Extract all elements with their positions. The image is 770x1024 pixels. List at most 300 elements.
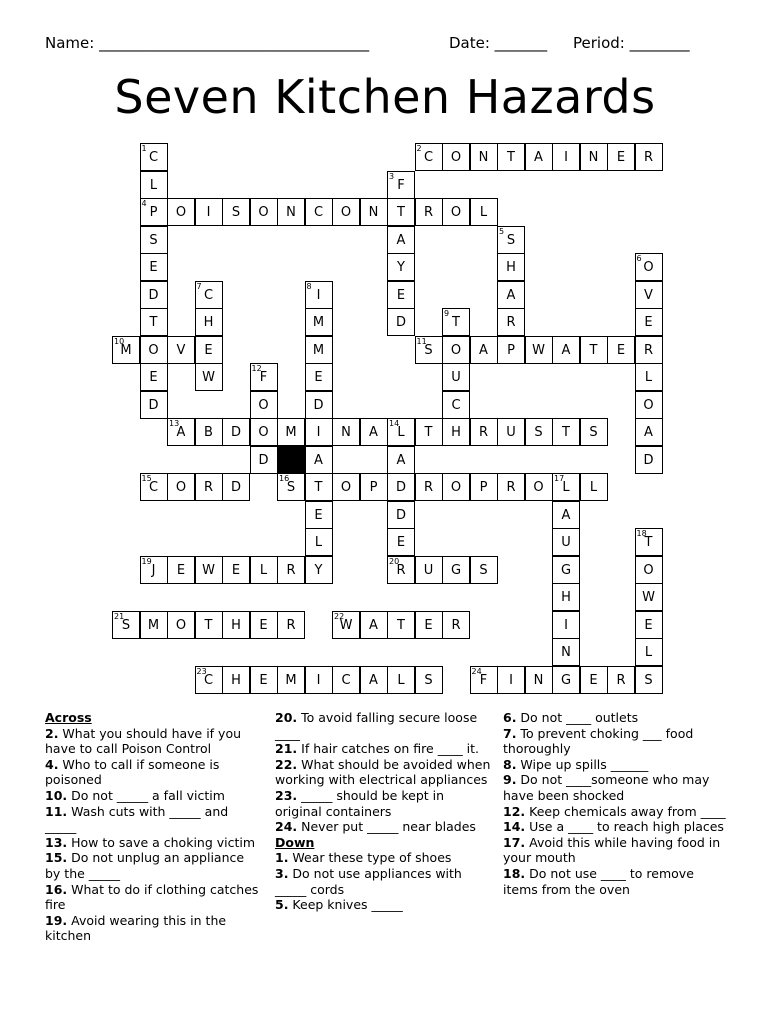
- crossword-cell[interactable]: [497, 253, 525, 281]
- crossword-cell[interactable]: [497, 336, 525, 364]
- crossword-cell[interactable]: [360, 198, 388, 226]
- clue-item: [45, 757, 263, 788]
- crossword-cell[interactable]: [222, 611, 250, 639]
- crossword-cell[interactable]: [360, 418, 388, 446]
- crossword-cell[interactable]: [305, 308, 333, 336]
- crossword-cell[interactable]: [415, 336, 443, 364]
- cell-letter: T: [589, 342, 598, 358]
- cell-letter: O: [450, 150, 462, 165]
- cell-letter: T: [149, 315, 158, 330]
- cell-letter: D: [395, 480, 406, 495]
- cell-letter: R: [616, 672, 626, 688]
- crossword-cell[interactable]: [415, 611, 443, 639]
- cell-letter: W: [202, 562, 215, 578]
- crossword-cell[interactable]: [195, 198, 223, 226]
- cell-letter: E: [204, 342, 213, 358]
- crossword-cell[interactable]: [277, 418, 305, 446]
- clue-number: 2: [416, 144, 422, 153]
- crossword-cell[interactable]: [250, 391, 278, 419]
- crossword-cell[interactable]: [195, 611, 223, 639]
- cell-letter: D: [395, 315, 406, 330]
- cell-letter: C: [313, 205, 324, 220]
- crossword-cell[interactable]: [387, 226, 415, 254]
- crossword-cell[interactable]: [442, 473, 470, 501]
- crossword-cell[interactable]: [277, 666, 305, 694]
- crossword-cell[interactable]: [222, 198, 250, 226]
- cell-letter: S: [589, 425, 598, 440]
- crossword-cell[interactable]: [387, 198, 415, 226]
- crossword-cell[interactable]: [387, 556, 415, 584]
- crossword-cell[interactable]: [250, 666, 278, 694]
- cell-letter: G: [560, 562, 572, 578]
- crossword-cell[interactable]: [635, 528, 663, 556]
- cell-letter: M: [312, 315, 325, 330]
- crossword-cell[interactable]: [497, 143, 525, 171]
- cell-letter: E: [424, 617, 433, 633]
- crossword-cell[interactable]: [635, 281, 663, 309]
- clue-number: 7.: [503, 725, 517, 741]
- cell-letter: P: [507, 342, 515, 358]
- crossword-cell[interactable]: [305, 391, 333, 419]
- crossword-cell[interactable]: [140, 198, 168, 226]
- cell-letter: O: [643, 562, 654, 578]
- cell-letter: R: [286, 617, 296, 633]
- clue-text: Wear these type of shoes: [288, 850, 452, 866]
- crossword-cell[interactable]: [580, 143, 608, 171]
- cell-letter: T: [204, 617, 213, 633]
- crossword-cell[interactable]: [635, 363, 663, 391]
- cell-letter: D: [258, 452, 269, 468]
- cell-letter: M: [120, 342, 132, 358]
- crossword-cell[interactable]: [305, 501, 333, 529]
- clue-number: 8.: [503, 756, 517, 772]
- clue-text: Wash cuts with _____ and _____: [45, 803, 229, 835]
- crossword-cell[interactable]: [442, 391, 470, 419]
- cell-letter: U: [506, 425, 516, 440]
- crossword-cell[interactable]: [470, 473, 498, 501]
- cell-letter: E: [616, 150, 626, 165]
- cell-letter: E: [644, 617, 653, 633]
- crossword-cell[interactable]: [635, 253, 663, 281]
- cell-letter: R: [203, 480, 214, 495]
- crossword-cell[interactable]: [195, 308, 223, 336]
- cell-letter: O: [450, 205, 462, 220]
- cell-letter: O: [643, 260, 654, 275]
- crossword-cell[interactable]: [195, 336, 223, 364]
- crossword-cell[interactable]: [470, 198, 498, 226]
- clue-number: 19: [141, 556, 152, 566]
- crossword-cell[interactable]: [305, 198, 333, 226]
- crossword-cell[interactable]: [167, 611, 195, 639]
- crossword-cell[interactable]: [140, 226, 168, 254]
- cell-letter: C: [341, 672, 351, 688]
- crossword-cell[interactable]: [332, 418, 360, 446]
- cell-letter: H: [231, 672, 241, 688]
- crossword-cell[interactable]: [140, 253, 168, 281]
- crossword-cell[interactable]: [497, 226, 525, 254]
- crossword-cell[interactable]: [470, 556, 498, 584]
- clue-item: [503, 710, 728, 726]
- clue-number: 10: [114, 336, 125, 346]
- crossword-cell[interactable]: [250, 446, 278, 474]
- cell-letter: S: [534, 425, 543, 440]
- cell-letter: L: [397, 672, 405, 688]
- crossword-cell[interactable]: [415, 473, 443, 501]
- clue-number: 15: [141, 474, 152, 483]
- crossword-cell[interactable]: [305, 528, 333, 556]
- crossword-cell[interactable]: [635, 611, 663, 639]
- cell-letter: S: [506, 232, 516, 248]
- crossword-cell[interactable]: [305, 418, 333, 446]
- crossword-cell[interactable]: [635, 583, 663, 611]
- clue-number: 9: [444, 309, 450, 318]
- clue-item: [503, 866, 728, 897]
- clue-text: Avoid wearing this in the kitchen: [45, 912, 227, 944]
- crossword-cell[interactable]: [635, 391, 663, 419]
- crossword-cell[interactable]: [250, 556, 278, 584]
- cell-letter: L: [562, 480, 570, 495]
- cell-letter: C: [148, 480, 159, 495]
- crossword-cell[interactable]: [222, 666, 250, 694]
- cell-letter: N: [533, 672, 544, 688]
- crossword-cell[interactable]: [552, 336, 580, 364]
- cell-letter: D: [148, 397, 159, 413]
- crossword-cell[interactable]: [635, 308, 663, 336]
- crossword-cell[interactable]: [167, 336, 195, 364]
- crossword-cell[interactable]: [140, 363, 168, 391]
- crossword-cell[interactable]: [442, 556, 470, 584]
- cell-letter: N: [368, 205, 379, 220]
- crossword-cell[interactable]: [140, 473, 168, 501]
- crossword-cell[interactable]: [167, 556, 195, 584]
- crossword-cell[interactable]: [470, 143, 498, 171]
- clue-number: 6.: [503, 710, 517, 725]
- cell-letter: D: [230, 425, 241, 440]
- cell-letter: R: [643, 342, 654, 358]
- date-field-label[interactable]: Date: _______: [449, 34, 548, 52]
- clue-text: Do not use ____ to remove items from the oven: [503, 865, 694, 897]
- crossword-cell[interactable]: [387, 281, 415, 309]
- crossword-cell[interactable]: [525, 418, 553, 446]
- cell-letter: R: [451, 617, 461, 633]
- cell-letter: T: [644, 535, 653, 550]
- cell-letter: O: [340, 205, 352, 220]
- clue-item: [45, 804, 263, 835]
- crossword-cell[interactable]: [305, 666, 333, 694]
- cell-letter: A: [534, 150, 543, 165]
- crossword-cell[interactable]: [167, 198, 195, 226]
- cell-letter: S: [286, 480, 296, 495]
- crossword-cell[interactable]: [552, 611, 580, 639]
- crossword-cell[interactable]: [195, 556, 223, 584]
- crossword-cell[interactable]: [552, 473, 580, 501]
- crossword-cell[interactable]: [387, 501, 415, 529]
- clue-text: Who to call if someone is poisoned: [45, 756, 220, 788]
- cell-letter: R: [506, 315, 516, 330]
- cell-letter: I: [316, 425, 321, 440]
- cell-letter: Y: [397, 260, 405, 275]
- crossword-cell[interactable]: [140, 611, 168, 639]
- crossword-cell[interactable]: [167, 473, 195, 501]
- cell-letter: E: [259, 672, 268, 688]
- clue-text: What to do if clothing catches fire: [45, 881, 259, 913]
- crossword-cell[interactable]: [552, 418, 580, 446]
- cell-letter: I: [509, 672, 513, 688]
- cell-letter: B: [204, 425, 213, 440]
- across-clue-list: [45, 726, 263, 944]
- cell-letter: E: [314, 370, 323, 385]
- crossword-cell[interactable]: [387, 473, 415, 501]
- crossword-cell[interactable]: [497, 308, 525, 336]
- crossword-cell[interactable]: [552, 666, 580, 694]
- cell-letter: S: [121, 617, 131, 633]
- crossword-cell[interactable]: [332, 473, 360, 501]
- clue-text: _____ should be kept in original containers: [275, 787, 445, 819]
- clue-item: [45, 882, 263, 913]
- cell-letter: L: [479, 205, 488, 220]
- crossword-cell[interactable]: [552, 583, 580, 611]
- cell-letter: N: [341, 425, 351, 440]
- crossword-cell[interactable]: [470, 336, 498, 364]
- crossword-cell[interactable]: [442, 418, 470, 446]
- clue-item: [275, 866, 491, 897]
- cell-letter: T: [424, 425, 433, 440]
- crossword-cell[interactable]: [442, 308, 470, 336]
- crossword-cell[interactable]: [332, 611, 360, 639]
- clue-number: 18.: [503, 865, 526, 881]
- clue-item: [503, 819, 728, 835]
- crossword-cell[interactable]: [442, 611, 470, 639]
- crossword-cell[interactable]: [387, 418, 415, 446]
- crossword-cell[interactable]: [415, 556, 443, 584]
- crossword-cell[interactable]: [442, 363, 470, 391]
- clue-number: 1: [141, 144, 147, 153]
- crossword-cell[interactable]: [525, 143, 553, 171]
- clue-item: [275, 741, 491, 757]
- crossword-cell[interactable]: [277, 556, 305, 584]
- crossword-cell[interactable]: [140, 391, 168, 419]
- clue-text: Do not ____ outlets: [516, 710, 639, 725]
- crossword-cell[interactable]: [195, 418, 223, 446]
- crossword-cell[interactable]: [635, 336, 663, 364]
- cell-letter: I: [316, 287, 321, 303]
- cell-letter: I: [564, 617, 568, 633]
- clue-column-2: [275, 710, 491, 913]
- cell-letter: W: [202, 370, 215, 385]
- clue-item: [275, 757, 491, 788]
- crossword-cell[interactable]: [607, 336, 635, 364]
- crossword-cell[interactable]: [195, 363, 223, 391]
- cell-letter: E: [149, 260, 158, 275]
- cell-letter: C: [203, 287, 214, 303]
- crossword-cell[interactable]: [552, 556, 580, 584]
- crossword-cell[interactable]: [140, 143, 168, 171]
- clue-item: [503, 757, 728, 773]
- crossword-cell[interactable]: [277, 611, 305, 639]
- crossword-cell[interactable]: [552, 143, 580, 171]
- cell-letter: A: [561, 507, 571, 523]
- crossword-cell[interactable]: [552, 528, 580, 556]
- crossword-cell[interactable]: [497, 473, 525, 501]
- crossword-cell[interactable]: [387, 171, 415, 199]
- clue-text: Wipe up spills ______: [516, 756, 649, 772]
- crossword-cell[interactable]: [415, 143, 443, 171]
- crossword-cell[interactable]: [497, 281, 525, 309]
- crossword-cell[interactable]: [277, 198, 305, 226]
- crossword-cell[interactable]: [305, 473, 333, 501]
- clue-number: 19.: [45, 912, 68, 928]
- cell-letter: D: [643, 452, 654, 468]
- clue-text: What you should have if you have to call Poison Control: [45, 725, 242, 757]
- cell-letter: A: [314, 452, 323, 468]
- crossword-cell[interactable]: [140, 171, 168, 199]
- crossword-cell[interactable]: [387, 253, 415, 281]
- crossword-cell[interactable]: [635, 143, 663, 171]
- crossword-cell[interactable]: [525, 666, 553, 694]
- clue-number: 5.: [275, 897, 289, 913]
- crossword-cell[interactable]: [332, 198, 360, 226]
- cell-letter: S: [644, 672, 653, 688]
- clue-text: To prevent choking ___ food thoroughly: [503, 725, 694, 757]
- cell-letter: N: [561, 645, 571, 660]
- crossword-cell[interactable]: [580, 336, 608, 364]
- cell-letter: M: [147, 617, 160, 633]
- clue-number: 16: [279, 474, 290, 483]
- crossword-cell[interactable]: [222, 473, 250, 501]
- crossword-cell[interactable]: [277, 473, 305, 501]
- crossword-cell[interactable]: [167, 418, 195, 446]
- cell-letter: M: [312, 342, 325, 358]
- clue-number: 15.: [45, 850, 68, 866]
- cell-letter: C: [148, 150, 159, 165]
- cell-letter: O: [643, 397, 654, 413]
- crossword-cell[interactable]: [222, 556, 250, 584]
- crossword-cell[interactable]: [195, 666, 223, 694]
- crossword-cell[interactable]: [140, 556, 168, 584]
- crossword-cell[interactable]: [552, 501, 580, 529]
- crossword-cell[interactable]: [112, 336, 140, 364]
- cell-letter: O: [450, 480, 462, 495]
- crossword-cell[interactable]: [305, 556, 333, 584]
- cell-letter: L: [397, 425, 405, 440]
- crossword-cell[interactable]: [387, 308, 415, 336]
- clue-text: Do not _____ a fall victim: [67, 787, 225, 803]
- crossword-cell[interactable]: [250, 198, 278, 226]
- crossword-cell[interactable]: [305, 363, 333, 391]
- crossword-cell[interactable]: [387, 611, 415, 639]
- crossword-cell[interactable]: [442, 336, 470, 364]
- crossword-cell[interactable]: [607, 666, 635, 694]
- crossword-cell[interactable]: [305, 281, 333, 309]
- crossword-cell[interactable]: [552, 638, 580, 666]
- crossword-cell[interactable]: [470, 666, 498, 694]
- crossword-cell[interactable]: [470, 418, 498, 446]
- crossword-cell[interactable]: [305, 336, 333, 364]
- cell-letter: D: [313, 397, 324, 413]
- cell-letter: O: [148, 342, 159, 358]
- crossword-cell[interactable]: [360, 473, 388, 501]
- crossword-cell[interactable]: [442, 198, 470, 226]
- cell-letter: S: [424, 672, 433, 688]
- crossword-cell[interactable]: [195, 281, 223, 309]
- crossword-cell[interactable]: [360, 666, 388, 694]
- period-field-label[interactable]: Period: ________: [573, 34, 690, 52]
- crossword-cell[interactable]: [387, 528, 415, 556]
- clue-column-1: [45, 710, 263, 944]
- crossword-cell[interactable]: [250, 363, 278, 391]
- crossword-cell[interactable]: [140, 336, 168, 364]
- clue-text: Do not unplug an appliance by the _____: [45, 850, 245, 881]
- crossword-cell[interactable]: [387, 666, 415, 694]
- cell-letter: E: [231, 562, 241, 578]
- crossword-cell[interactable]: [525, 336, 553, 364]
- cell-letter: V: [176, 342, 186, 358]
- crossword-cell[interactable]: [250, 611, 278, 639]
- crossword-cell[interactable]: [360, 611, 388, 639]
- name-field-label[interactable]: Name: ____________________________________: [45, 34, 370, 52]
- cell-letter: T: [562, 425, 570, 440]
- clue-number: 11: [416, 336, 427, 346]
- crossword-cell[interactable]: [635, 638, 663, 666]
- crossword-cell[interactable]: [140, 281, 168, 309]
- crossword-cell[interactable]: [442, 143, 470, 171]
- cell-letter: F: [397, 177, 405, 193]
- cell-letter: A: [369, 425, 378, 440]
- crossword-cell[interactable]: [580, 418, 608, 446]
- clue-item: [45, 913, 263, 944]
- crossword-cell[interactable]: [140, 308, 168, 336]
- crossword-cell[interactable]: [580, 473, 608, 501]
- cell-letter: E: [259, 617, 268, 633]
- crossword-cell[interactable]: [525, 473, 553, 501]
- clue-number: 17.: [503, 834, 526, 850]
- crossword-cell[interactable]: [305, 446, 333, 474]
- crossword-cell[interactable]: [415, 666, 443, 694]
- cell-letter: P: [369, 480, 378, 495]
- crossword-cell[interactable]: [387, 446, 415, 474]
- clue-number: 14.: [503, 819, 526, 835]
- clue-text: Avoid this while having food in your mouth: [503, 834, 721, 866]
- cell-letter: R: [423, 205, 434, 220]
- cell-letter: L: [589, 480, 598, 495]
- crossword-cell[interactable]: [635, 446, 663, 474]
- cell-letter: R: [423, 480, 434, 495]
- cell-letter: P: [479, 480, 488, 495]
- clue-column-3: [503, 710, 728, 897]
- crossword-cell[interactable]: [195, 473, 223, 501]
- crossword-cell[interactable]: [635, 418, 663, 446]
- crossword-cell[interactable]: [222, 418, 250, 446]
- cell-letter: E: [644, 315, 653, 330]
- clue-item: [503, 804, 728, 820]
- cell-letter: E: [396, 287, 406, 303]
- clue-number: 3: [389, 171, 395, 181]
- crossword-cell[interactable]: [497, 666, 525, 694]
- crossword-cell[interactable]: [607, 143, 635, 171]
- crossword-cell[interactable]: [415, 418, 443, 446]
- crossword-cell[interactable]: [112, 611, 140, 639]
- cell-letter: E: [616, 342, 626, 358]
- crossword-cell[interactable]: [497, 418, 525, 446]
- crossword-cell[interactable]: [580, 666, 608, 694]
- cell-letter: R: [478, 425, 489, 440]
- crossword-cell[interactable]: [332, 666, 360, 694]
- crossword-cell[interactable]: [635, 556, 663, 584]
- crossword-cell[interactable]: [635, 666, 663, 694]
- crossword-cell[interactable]: [250, 418, 278, 446]
- crossword-cell[interactable]: [415, 198, 443, 226]
- across-clue-list-continued: [275, 710, 491, 835]
